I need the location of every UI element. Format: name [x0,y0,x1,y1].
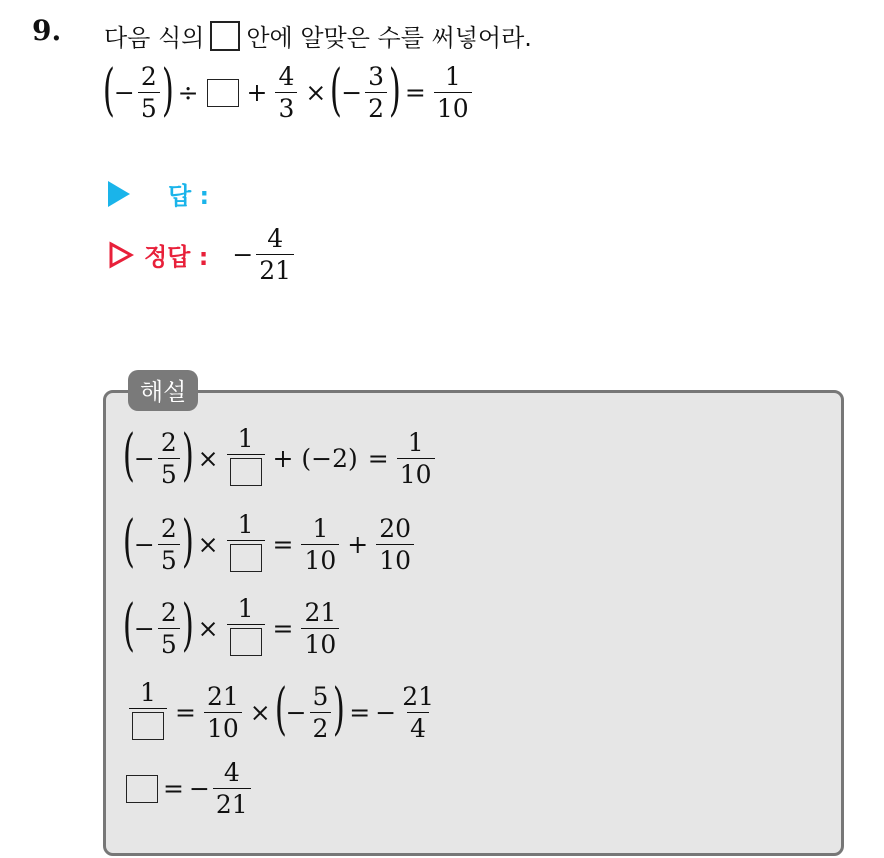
fraction [158,427,180,489]
sign: − [188,774,210,803]
equals-operator: = [349,697,371,727]
fraction [399,681,437,743]
left-paren: ( [274,677,287,742]
numerator: 1 [140,678,156,707]
denominator: 5 [158,458,180,487]
blank-box [132,712,164,740]
sign: − [375,697,397,727]
numerator: 5 [312,681,329,711]
left-paren: ( [122,423,135,488]
right-paren: ) [181,509,194,574]
blank-box [230,458,262,486]
denominator: 5 [138,92,160,121]
correct-answer-label: 정답 : [144,243,209,271]
numerator: 1 [444,62,461,91]
denominator: 21 [256,254,294,283]
denominator: 5 [158,544,180,573]
denominator: 4 [407,712,429,741]
fraction [275,64,297,121]
denominator: 10 [376,544,414,573]
explanation-line-3 [122,593,342,660]
denominator [129,708,167,744]
divide-operator: ÷ [177,78,199,107]
question-text-after: 안에 알맞은 수를 써넣어라. [246,24,532,52]
denominator: 10 [301,628,339,657]
numerator: 21 [206,681,239,711]
fraction [138,64,160,121]
outline-triangle-icon [108,241,134,269]
sign: − [232,240,254,269]
equals-operator: = [163,774,184,803]
fraction [434,64,472,121]
equals-operator: = [367,443,389,473]
answer-label: 답 : [168,182,210,210]
equals-operator: = [272,613,294,643]
numerator: 3 [368,62,385,91]
equals-operator: = [175,697,196,727]
correct-answer-value [232,226,297,283]
explanation-line-1 [122,423,438,490]
sign: − [133,613,155,643]
fraction [158,513,180,575]
question-expression [102,57,475,123]
blank-box [207,79,239,107]
left-paren: ( [102,57,115,123]
right-paren: ) [181,593,194,658]
numerator: 1 [407,427,424,457]
sign: − [113,78,135,107]
denominator: 10 [434,92,472,121]
fraction [256,226,294,283]
numerator: 1 [237,424,254,453]
right-paren: ) [388,57,402,123]
numerator: 20 [379,513,412,543]
fraction [213,760,251,817]
numerator: 2 [160,427,177,457]
numerator: 21 [402,681,435,711]
left-paren: ( [122,593,135,658]
denominator: 10 [204,712,242,741]
times-operator: × [197,529,219,559]
denominator: 5 [158,628,180,657]
numerator: 4 [267,224,284,253]
fraction [227,426,265,490]
numerator: 21 [304,597,337,627]
explanation-tag: 해설 [128,370,198,411]
numerator: 2 [140,62,157,91]
times-operator: × [305,78,327,107]
blank-box [126,775,158,803]
fraction [227,596,265,660]
denominator: 10 [301,544,339,573]
blank-box [210,21,240,51]
question-text-before: 다음 식의 [104,24,205,52]
numerator: 4 [278,62,295,91]
question-number: 9. [32,14,62,47]
fraction [301,597,339,659]
plus-operator: + [347,529,369,559]
denominator: 21 [213,788,251,817]
equals-operator: = [272,529,294,559]
times-operator: × [197,443,219,473]
denominator [227,540,265,576]
times-operator: × [249,697,271,727]
sign: − [341,78,363,107]
term: + (−2) [272,443,358,473]
right-paren: ) [333,677,346,742]
denominator: 10 [397,458,435,487]
explanation-line-2 [122,509,417,576]
sign: − [133,443,155,473]
denominator: 3 [275,92,297,121]
fraction [158,597,180,659]
plus-operator: + [246,78,268,107]
sign: − [133,529,155,559]
fraction [397,427,435,489]
equals-operator: = [404,78,426,107]
question-text [104,18,532,53]
correct-answer-line [108,226,297,283]
numerator: 1 [312,513,329,543]
fraction [365,64,387,121]
right-paren: ) [161,57,174,123]
left-paren: ( [330,57,343,123]
fraction [376,513,414,575]
denominator: 2 [365,92,387,121]
right-paren: ) [181,423,194,488]
fraction [204,681,242,743]
play-triangle-icon [108,181,130,207]
fraction [129,680,167,744]
sign: − [285,697,307,727]
explanation-line-5 [126,760,254,817]
blank-box [230,544,262,572]
denominator [227,454,265,490]
answer-line [108,176,209,211]
numerator: 2 [160,513,177,543]
fraction [310,681,332,743]
numerator: 4 [223,758,240,787]
blank-box [230,628,262,656]
explanation-line-4 [126,677,440,744]
numerator: 2 [160,597,177,627]
denominator: 2 [310,712,332,741]
denominator [227,624,265,660]
numerator: 1 [237,510,254,539]
numerator: 1 [237,594,254,623]
left-paren: ( [122,509,135,574]
fraction [301,513,339,575]
times-operator: × [197,613,219,643]
fraction [227,512,265,576]
